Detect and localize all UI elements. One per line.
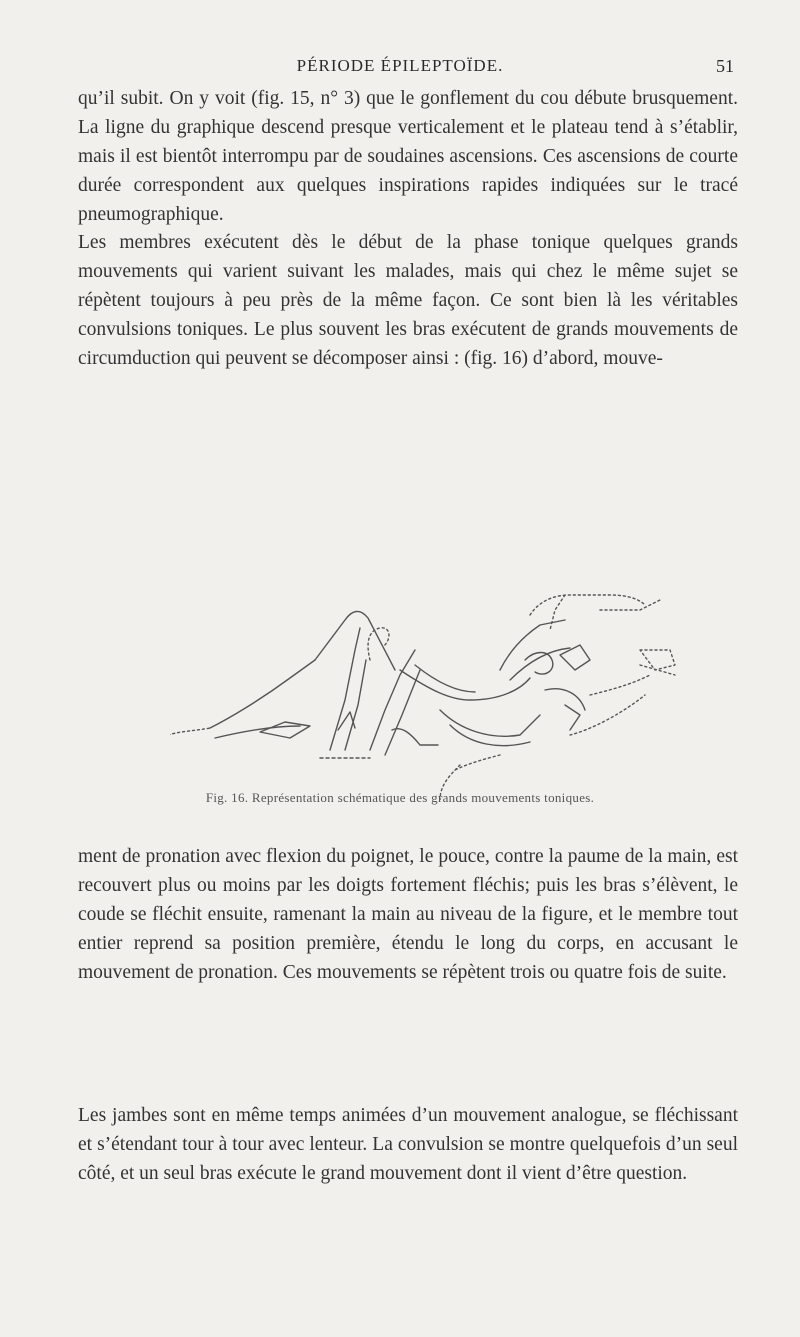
- arm-stroke: [400, 670, 530, 700]
- tonic-movements-sketch: [170, 500, 730, 800]
- arm-dotted-path: [600, 600, 660, 610]
- running-title: PÉRIODE ÉPILEPTOÏDE.: [296, 56, 504, 75]
- arm-dotted-path: [455, 755, 500, 770]
- paragraph: qu’il subit. On y voit (fig. 15, n° 3) que le gonflement du cou débute brusquement. La ligne du graphique descend presque verticalement et le plateau tend à s’établir, mais il est bientôt interrompu par de soudaines ascensions. Ces ascensions de courte durée correspondent aux quelques inspirations rapides indiquées sur le tracé pneumographique.: [78, 88, 738, 225]
- figure-caption: Fig. 16. Représentation schématique des grands mouvements toniques.: [205, 790, 595, 805]
- arm-stroke: [500, 620, 565, 670]
- paragraph: Les jambes sont en même temps animées d’un mouvement analogue, se fléchissant et s’étendant tour à tour avec lenteur. La convulsion se montre quelquefois d’un seul côté, et un seul bras exécute le grand mouvement dont il vient d’être question.: [78, 1105, 738, 1184]
- arm-stroke: [210, 660, 315, 728]
- arm-stroke: [385, 670, 420, 755]
- hand-sketch: [565, 705, 580, 730]
- paragraph: ment de pronation avec flexion du poignet, le pouce, contre la paume de la main, est recouvert plus ou moins par les doigts fortement fléchis; puis les bras s’élèvent, le coude se fléchit ensuite, ramenant la main au niveau de la figure, et le membre tout entier reprend sa position première, étendu le long du corps, en accusant le mouvement de pronation. Ces mouvements se répètent trois ou quatre fois de suite.: [78, 846, 738, 983]
- arm-stroke: [330, 628, 360, 750]
- figure-illustration: [170, 500, 730, 800]
- hand-sketch: [545, 689, 585, 710]
- arm-stroke: [315, 611, 395, 670]
- arm-dotted-path: [368, 628, 389, 660]
- arm-dotted-path: [550, 595, 565, 630]
- hand-sketch: [260, 722, 310, 738]
- arm-stroke: [415, 665, 475, 692]
- arm-dotted-path: [530, 595, 645, 615]
- arm-stroke: [440, 710, 540, 736]
- arm-stroke: [345, 660, 366, 750]
- arm-stroke: [215, 726, 300, 738]
- running-head: [0, 56, 800, 80]
- page-number: 51: [716, 56, 734, 76]
- arm-dotted-path: [590, 675, 650, 695]
- hand-sketch: [392, 729, 438, 745]
- arm-dotted-path: [170, 728, 210, 745]
- paragraph: Les membres exécutent dès le début de la phase tonique quelques grands mouvements qui varient suivant les malades, mais qui chez le même sujet se répètent toujours à peu près de la même façon. Ce sont bien là les véritables convulsions toniques. Le plus souvent les bras exécutent de grands mouvements de circumduction qui peuvent se décomposer ainsi : (fig. 16) d’abord, mouve-: [78, 232, 738, 369]
